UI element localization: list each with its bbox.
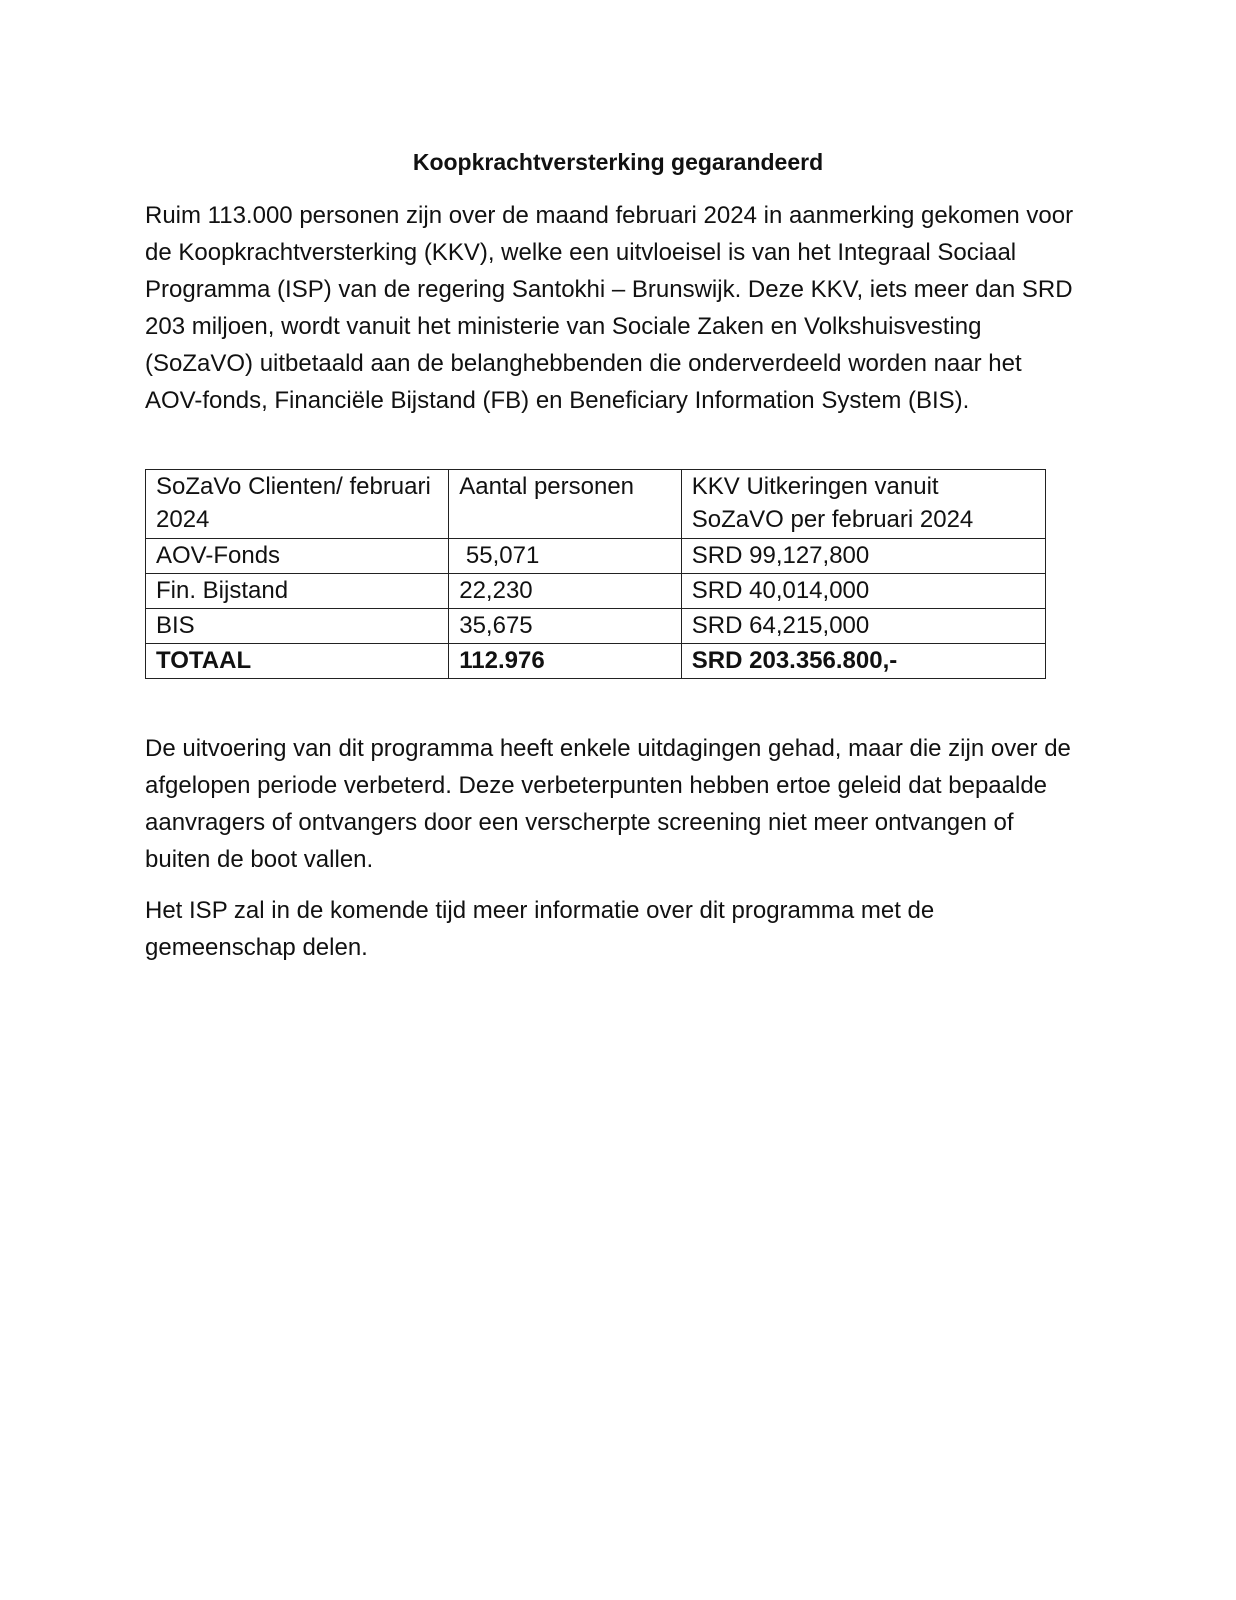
table-header-cell: SoZaVo Clienten/ februari 2024 <box>146 470 449 539</box>
table-row <box>146 574 1046 609</box>
table-cell: BIS <box>146 609 449 644</box>
table-cell: 35,675 <box>449 609 682 644</box>
table-row <box>146 609 1046 644</box>
closing-paragraph: Het ISP zal in de komende tijd meer informatie over dit programma met de gemeenschap delen. <box>145 897 935 961</box>
document-title: Koopkrachtversterking gegarandeerd <box>412 149 824 175</box>
table-cell: AOV-Fonds <box>146 539 449 574</box>
table-total-row <box>146 644 1046 679</box>
table-header-row <box>146 470 1046 539</box>
table-cell: SRD 40,014,000 <box>681 574 1045 609</box>
table-cell: Fin. Bijstand <box>146 574 449 609</box>
table-cell: 55,071 <box>449 539 682 574</box>
table-row <box>146 539 1046 574</box>
table-total-cell: SRD 203.356.800,- <box>681 644 1045 679</box>
table-total-cell: TOTAAL <box>146 644 449 679</box>
table-cell: SRD 99,127,800 <box>681 539 1045 574</box>
intro-paragraph: Ruim 113.000 personen zijn over de maand februari 2024 in aanmerking gekomen voor de Koopkrachtversterking (KKV), welke een uitvloeisel is van het Integraal Sociaal Programma (ISP) van de regering Santokhi – Brunswijk. Deze KKV, iets meer dan SRD 203 miljoen, wordt vanuit het ministerie van Sociale Zaken en Volkshuisvesting (SoZaVO) uitbetaald aan de belanghebbenden die onderverdeeld worden naar het AOV-fonds, Financiële Bijstand (FB) en Beneficiary Information System (BIS). <box>145 202 1074 414</box>
challenges-paragraph: De uitvoering van dit programma heeft enkele uitdagingen gehad, maar die zijn over de afgelopen periode verbeterd. Deze verbeterpunten hebben ertoe geleid dat bepaalde aanvragers of ontvangers door een verscherpte screening niet meer ontvangen of buiten de boot vallen. <box>145 735 1071 873</box>
table-header-cell: KKV Uitkeringen vanuit SoZaVO per februari 2024 <box>681 470 1045 539</box>
table-total-cell: 112.976 <box>449 644 682 679</box>
kkv-table <box>145 469 1046 679</box>
table-cell: SRD 64,215,000 <box>681 609 1045 644</box>
table-header-cell: Aantal personen <box>449 470 682 539</box>
table-cell: 22,230 <box>449 574 682 609</box>
